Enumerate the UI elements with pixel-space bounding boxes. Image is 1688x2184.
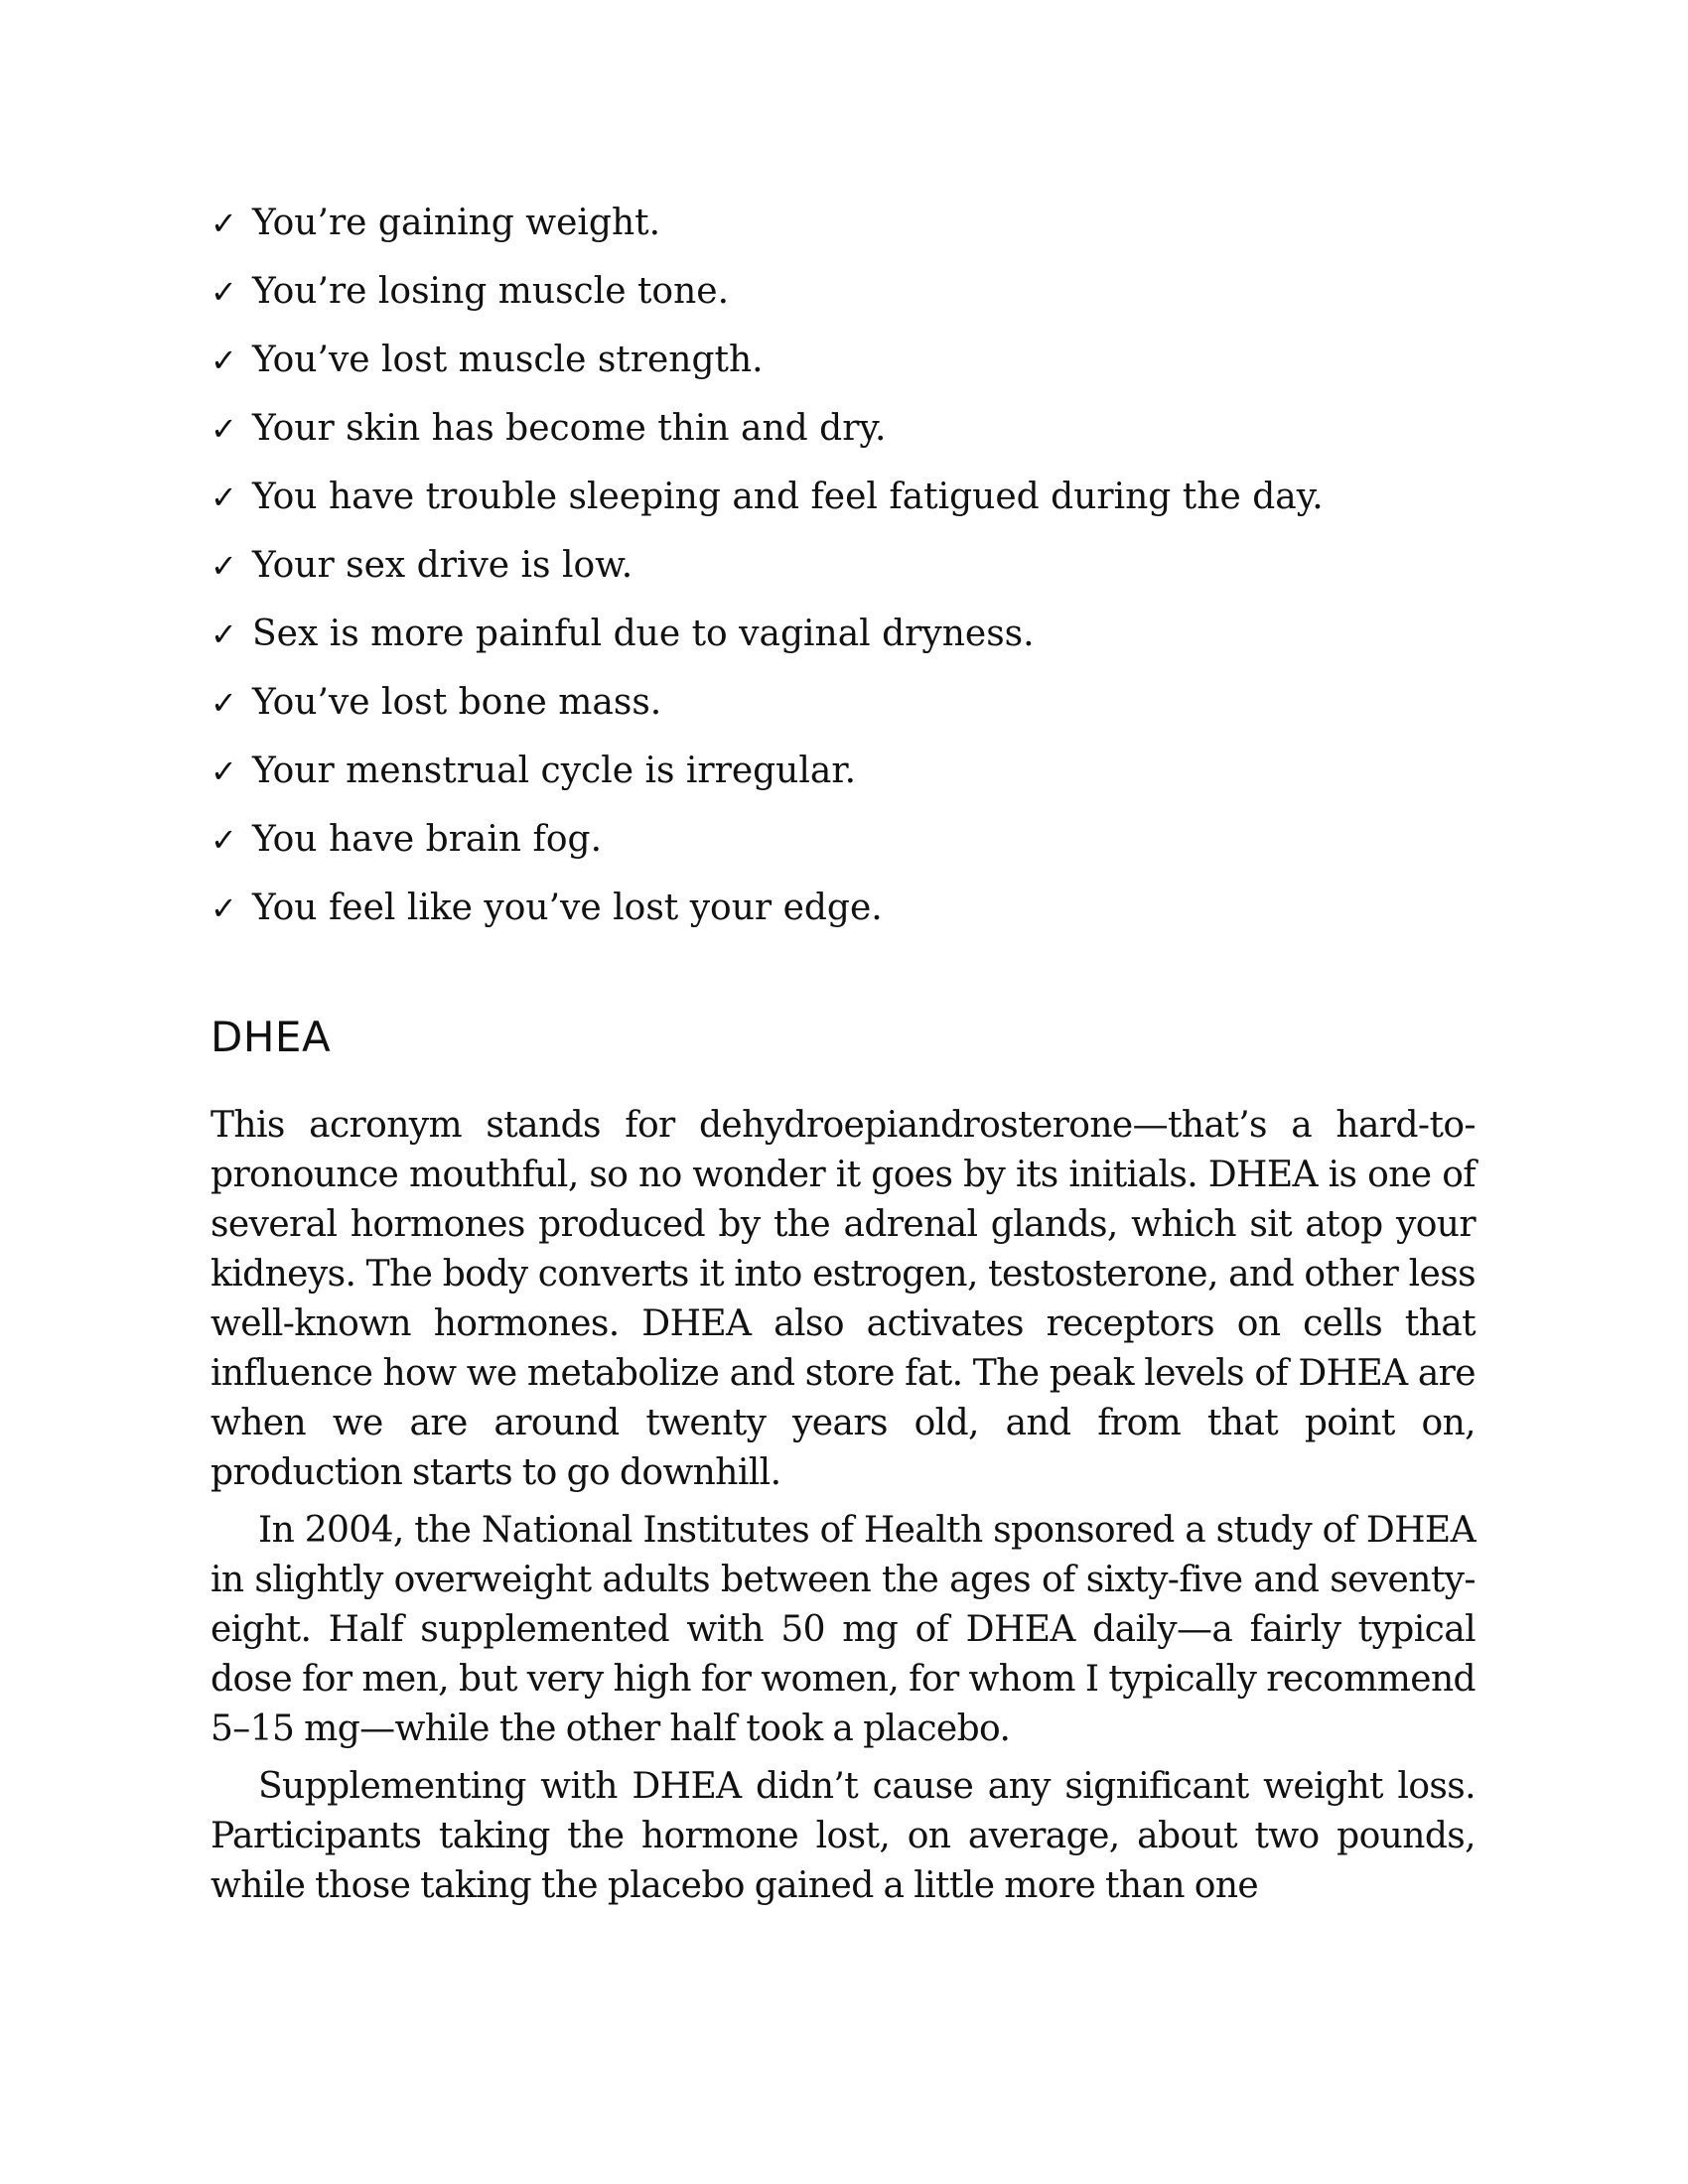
checklist-item — [211, 404, 1476, 473]
checkmark-icon: ✓ — [211, 547, 237, 585]
checkmark-icon: ✓ — [211, 889, 237, 927]
body-text — [211, 1101, 1476, 1911]
checkmark-icon: ✓ — [211, 821, 237, 859]
checklist-item — [211, 884, 1476, 952]
checklist-item-text: Your menstrual cycle is irregular. — [252, 751, 857, 791]
book-page — [211, 199, 1476, 1919]
checkmark-icon: ✓ — [211, 752, 237, 790]
checklist-item — [211, 678, 1476, 747]
checklist-item-text: Your skin has become thin and dry. — [252, 408, 887, 449]
paragraph: Supplementing with DHEA didn’t cause any significant weight loss. Participants taking the hormone lost, on average, about two pounds, while those taking the placebo gained a little more than one — [211, 1766, 1476, 1906]
checklist-item-text: You’ve lost bone mass. — [252, 682, 662, 723]
checkmark-icon: ✓ — [211, 615, 237, 653]
checkmark-icon: ✓ — [211, 273, 237, 311]
checkmark-icon: ✓ — [211, 684, 237, 722]
checklist-item — [211, 815, 1476, 884]
checklist-item — [211, 747, 1476, 815]
checklist-item — [211, 199, 1476, 267]
paragraph: This acronym stands for dehydroepiandrosterone—that’s a hard-to-pronounce mouthful, so no wonder it goes by its initials. DHEA is one of several hormones produced by the adrenal glands, which sit atop your kidneys. The body converts it into estrogen, testosterone, and other less well-known hormones. DHEA also activates receptors on cells that influence how we metabolize and store fat. The peak levels of DHEA are when we are around twenty years old, and from that point on, production starts to go downhill. — [211, 1105, 1476, 1493]
checkmark-icon: ✓ — [211, 478, 237, 516]
checklist-item-text: You’re gaining weight. — [252, 203, 661, 243]
paragraph: In 2004, the National Institutes of Health sponsored a study of DHEA in slightly overweight adults between the ages of sixty-five and seventy-eight. Half supplemented with 50 mg of DHEA daily—a fairly typical dose for men, but very high for women, for whom I typically recommend 5–15 mg—while the other half took a placebo. — [211, 1510, 1476, 1749]
checklist-item-text: Your sex drive is low. — [252, 545, 633, 586]
checklist-item-text: You’re losing muscle tone. — [252, 271, 730, 312]
symptom-checklist — [211, 199, 1476, 952]
checklist-item — [211, 610, 1476, 678]
section-heading: DHEA — [211, 1013, 332, 1061]
checkmark-icon: ✓ — [211, 410, 237, 448]
checklist-item-text: You have brain fog. — [252, 819, 603, 860]
checklist-item-text: Sex is more painful due to vaginal dryness. — [252, 614, 1035, 654]
checklist-item — [211, 473, 1476, 541]
checklist-item — [211, 267, 1476, 336]
checklist-item — [211, 336, 1476, 404]
checklist-item-text: You have trouble sleeping and feel fatigued during the day. — [252, 477, 1324, 517]
checklist-item — [211, 541, 1476, 610]
checkmark-icon: ✓ — [211, 341, 237, 379]
checkmark-icon: ✓ — [211, 205, 237, 242]
checklist-item-text: You’ve lost muscle strength. — [252, 340, 764, 380]
checklist-item-text: You feel like you’ve lost your edge. — [252, 887, 883, 928]
